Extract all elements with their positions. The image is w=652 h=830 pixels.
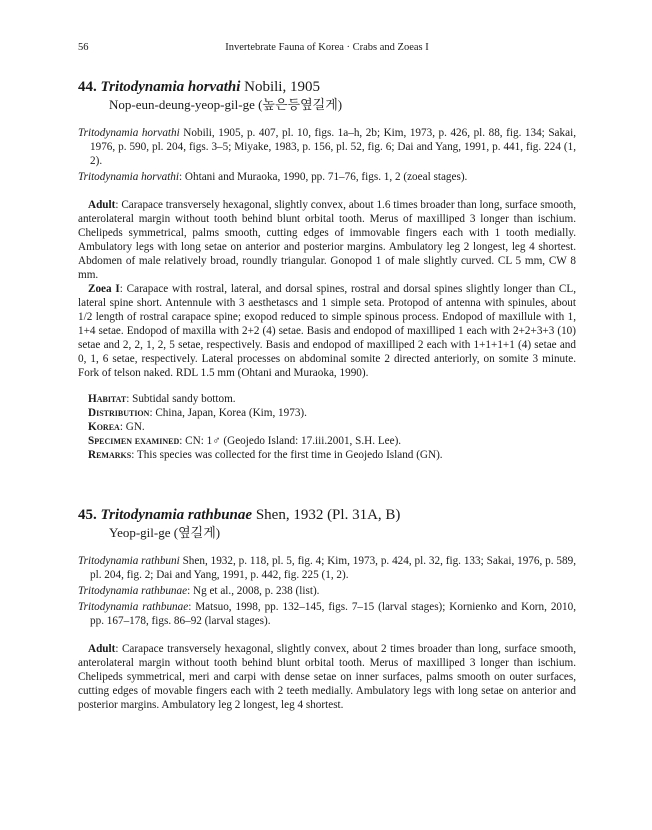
adult-label: Adult [88, 199, 116, 211]
adult-description [78, 198, 576, 282]
korea-label: Korea [88, 421, 120, 433]
korea-text: : GN. [119, 421, 145, 433]
species-44-korean-name: Nop-eun-deung-yeop-gil-ge (높은등옆길게) [109, 97, 343, 112]
korea-line [78, 420, 576, 434]
page-header [78, 42, 576, 58]
species-44-heading [78, 78, 576, 96]
species-name: Tritodynamia rathbunae [100, 507, 253, 523]
synonymy-entry [78, 126, 576, 168]
habitat-text: : Subtidal sandy bottom. [126, 393, 236, 405]
adult-description [78, 642, 576, 712]
adult-label: Adult [88, 643, 116, 655]
habitat-line [78, 392, 576, 406]
synonym-name: Tritodynamia rathbunae [78, 585, 188, 597]
species-number: 45. [78, 507, 97, 523]
synonym-citation: Shen, 1932, p. 118, pl. 5, fig. 4; Kim, 1973, p. 424, pl. 32, fig. 133; Sakai, 1976, p. 589, pl. 204, fig. 2; Dai and Yang, 1991, p. 442, fig. 225 (1, 2). [90, 555, 576, 581]
adult-text: : Carapace transversely hexagonal, slightly convex, about 1.6 times broader than long, surface smooth, anterolateral margin without tooth behind blunt orbital tooth. Merus of maxilliped 3 longer than ischium. Chelipeds symmetrical, palms smooth, cutting edges of immovable fingers each with 1 tooth medially. Ambulatory legs with long setae on anterior and posterior margins. Ambulatory leg 2 longest, leg 4 shortest. Abdomen of male relatively broad, roundly triangular. Gonopod 1 of male slightly curved. CL 5 mm, CW 8 mm. [78, 199, 576, 281]
synonym-name: Tritodynamia horvathi [78, 127, 180, 139]
distribution-line [78, 406, 576, 420]
synonym-citation: : Ohtani and Muraoka, 1990, pp. 71–76, figs. 1, 2 (zoeal stages). [179, 171, 468, 183]
synonym-citation: : Matsuo, 1998, pp. 132–145, figs. 7–15 (larval stages); Kornienko and Korn, 2010, pp. 167–178, figs. 86–92 (larval stages). [90, 601, 576, 627]
synonym-name: Tritodynamia horvathi [78, 171, 180, 183]
specimen-label: Specimen examined [88, 435, 180, 447]
adult-text: : Carapace transversely hexagonal, slightly convex, about 2 times broader than long, surface smooth, anterolateral margin without tooth behind blunt orbital tooth. Merus of maxilliped 3 longer than ischium. Chelipeds symmetrical, meri and carpi with dense setae on inner surfaces, palms smooth on outer surfaces, cutting edges of movable fingers each with 2 teeth medially. Ambulatory legs with long setae on anterior and posterior margins. Ambulatory leg 2 longest, leg 4 shortest. [78, 643, 576, 711]
species-number: 44. [78, 79, 97, 95]
synonymy-entry [78, 584, 576, 598]
zoea-label: Zoea I [88, 283, 120, 295]
distribution-text: : China, Japan, Korea (Kim, 1973). [149, 407, 307, 419]
distribution-label: Distribution [88, 407, 150, 419]
synonym-citation: : Ng et al., 2008, p. 238 (list). [187, 585, 320, 597]
page-body [78, 78, 576, 712]
synonym-citation: Nobili, 1905, p. 407, pl. 10, figs. 1a–h, 2b; Kim, 1973, p. 426, pl. 88, fig. 134; Sakai, 1976, p. 590, pl. 204, figs. 3–5; Miyake, 1983, p. 156, pl. 52, fig. 6; Dai and Yang, 1991, p. 441, fig. 224 (1, 2). [90, 127, 576, 167]
page-number: 56 [78, 42, 89, 53]
species-authority: Nobili, 1905 [244, 79, 320, 95]
specimen-text: : CN: 1♂ (Geojedo Island: 17.iii.2001, S.H. Lee). [179, 435, 402, 447]
synonym-name: Tritodynamia rathbunae [78, 601, 189, 613]
species-name: Tritodynamia horvathi [100, 79, 241, 95]
zoea-text: : Carapace with rostral, lateral, and dorsal spines, rostral and dorsal spines slightly longer than CL, lateral spine short. Antennule with 3 aesthetascs and 1 simple seta. Protopod of antenna with spinules, about 1/2 length of rostral carapace spine; exopod reduced to simple spinous process. Endopod of maxillule with 1, 1+4 setae. Endopod of maxilla with 2+2 (4) setae. Basis and endopod of maxilliped 1 each with 2+2+3+3 (10) setae and 2, 2, 1, 2, 5 setae, respectively. Basis and endopod of maxilliped 2 each with 1+1+1+1 (4) setae and 0, 1, 6 setae, respectively. Lateral processes on abdominal somite 2 directed anteriorly, on somite 3 minute. Fork of telson naked. RDL 1.5 mm (Ohtani and Muraoka, 1990). [78, 283, 576, 379]
synonymy-entry [78, 600, 576, 628]
specimen-line [78, 434, 576, 448]
remarks-line [78, 448, 576, 462]
habitat-label: Habitat [88, 393, 127, 405]
synonym-name: Tritodynamia rathbuni [78, 555, 180, 567]
species-45-heading [78, 506, 576, 524]
species-45-korean-name: Yeop-gil-ge (옆길게) [109, 525, 221, 540]
species-authority: Shen, 1932 (Pl. 31A, B) [255, 507, 401, 523]
synonymy-entry [78, 170, 576, 184]
zoea-description [78, 282, 576, 380]
remarks-label: Remarks [88, 449, 132, 461]
remarks-text: : This species was collected for the first time in Geojedo Island (GN). [131, 449, 443, 461]
synonymy-entry [78, 554, 576, 582]
running-title: Invertebrate Fauna of Korea · Crabs and Zoeas I [225, 42, 429, 53]
